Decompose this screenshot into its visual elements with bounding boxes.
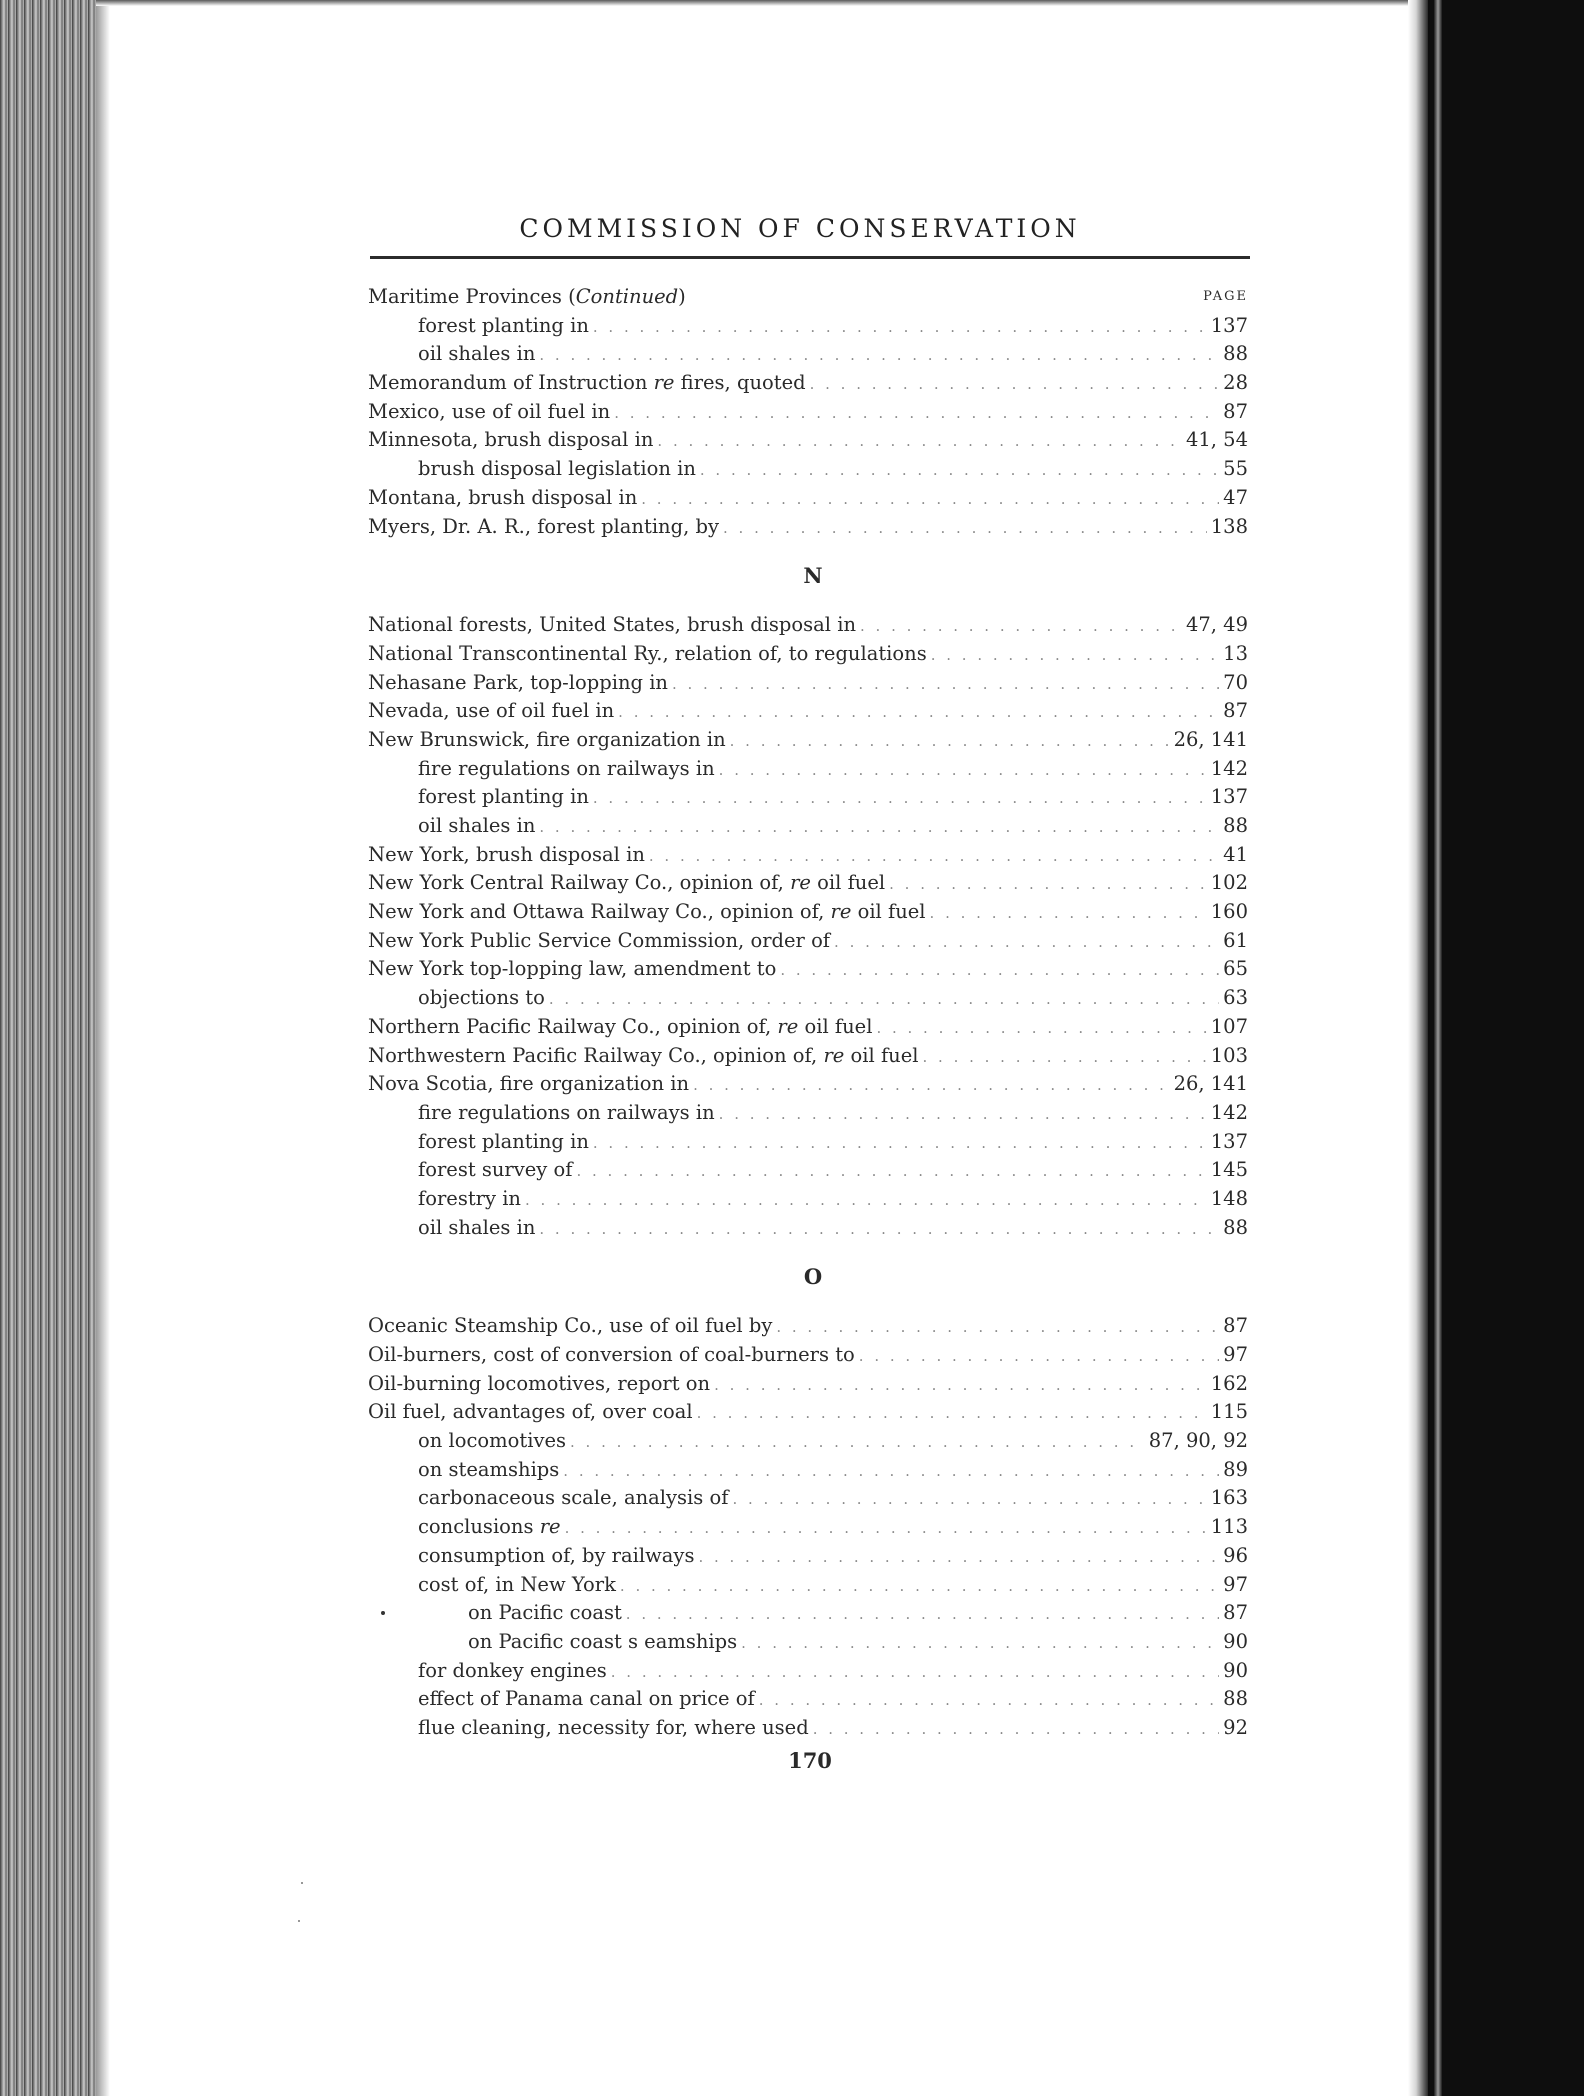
index-entry — [368, 1370, 1248, 1399]
dot-leader — [813, 1715, 1219, 1744]
index-entry-page: 47, 49 — [1185, 613, 1248, 637]
index-column — [368, 283, 1248, 1743]
dot-leader — [741, 1629, 1219, 1658]
continued-heading-label: Maritime Provinces — [368, 285, 562, 308]
index-entry-page: 88 — [1223, 342, 1248, 366]
index-entry — [368, 783, 1248, 812]
dot-leader — [657, 427, 1182, 456]
dot-leader — [730, 727, 1170, 756]
index-entry-text: Nevada, use of oil fuel in — [368, 699, 615, 723]
dot-leader — [876, 1014, 1206, 1043]
print-speck — [298, 1920, 300, 1922]
page-number: 170 — [788, 1748, 832, 1773]
index-entry — [368, 1099, 1248, 1128]
dot-leader — [693, 1071, 1170, 1100]
dot-leader — [593, 313, 1207, 342]
page-gutter-shadow — [96, 0, 110, 2096]
print-speck — [301, 1882, 303, 1884]
index-entry-page: 138 — [1210, 514, 1248, 538]
index-entry — [368, 1070, 1248, 1099]
index-entry-text: Mexico, use of oil fuel in — [368, 399, 611, 423]
print-speck — [381, 1611, 385, 1615]
dot-leader — [593, 784, 1207, 813]
index-entry-text: Minnesota, brush disposal in — [368, 428, 654, 452]
index-entry — [368, 484, 1248, 513]
dot-leader — [525, 1186, 1207, 1215]
index-entry — [368, 955, 1248, 984]
index-entry — [368, 1312, 1248, 1341]
index-entry-text: on locomotives — [418, 1429, 567, 1453]
index-entry-page: 55 — [1223, 457, 1248, 481]
dot-leader — [626, 1600, 1219, 1629]
index-entry-page: 70 — [1223, 670, 1248, 694]
index-entry — [368, 640, 1248, 669]
index-entry-page: 162 — [1210, 1371, 1248, 1395]
dot-leader — [759, 1686, 1219, 1715]
dot-leader — [611, 1658, 1219, 1687]
index-entry-page: 90 — [1223, 1629, 1248, 1653]
index-entry — [368, 611, 1248, 640]
dot-leader — [700, 456, 1219, 485]
index-entry-text: forest survey of — [418, 1158, 573, 1182]
index-entry-page: 47 — [1223, 485, 1248, 509]
index-entry — [368, 1714, 1248, 1743]
index-entry-text: New Brunswick, fire organization in — [368, 727, 726, 751]
index-entry-text: on steamships — [418, 1457, 560, 1481]
index-sections — [368, 547, 1248, 1742]
index-entry-page: 89 — [1223, 1457, 1248, 1481]
index-entry-text: fire regulations on railways in — [418, 756, 715, 780]
index-entry-page: 163 — [1210, 1486, 1248, 1510]
facing-page-dark-region — [1428, 0, 1584, 2096]
index-entry — [368, 1628, 1248, 1657]
index-entry-text: Oil fuel, advantages of, over coal — [368, 1400, 693, 1424]
index-entry — [368, 1571, 1248, 1600]
index-entry — [368, 1657, 1248, 1686]
index-entry-page: 145 — [1210, 1158, 1248, 1182]
index-entry — [368, 669, 1248, 698]
index-entry — [368, 869, 1248, 898]
index-entry — [368, 927, 1248, 956]
index-entry-text: New York top-lopping law, amendment to — [368, 957, 777, 981]
index-entry-page: 97 — [1223, 1343, 1248, 1366]
index-entry — [368, 398, 1248, 427]
index-entry-page: 41 — [1223, 842, 1248, 866]
index-entry-page: 63 — [1223, 986, 1248, 1010]
index-entry-page: 26, 141 — [1173, 727, 1248, 751]
index-entry-text: Myers, Dr. A. R., forest planting, by — [368, 514, 719, 538]
page-column-label: PAGE — [1203, 289, 1248, 304]
index-entry — [368, 426, 1248, 455]
index-entry-page: 88 — [1223, 814, 1248, 837]
index-entry-page: 142 — [1210, 1100, 1248, 1124]
index-entry-text: cost of, in New York — [418, 1572, 616, 1596]
index-entry — [368, 1599, 1248, 1628]
dot-leader — [698, 1543, 1219, 1572]
index-entry — [368, 455, 1248, 484]
index-entry-text: National Transcontinental Ry., relation of, to regulations — [368, 641, 927, 665]
dot-leader — [719, 1100, 1207, 1129]
index-entry-text: New York Public Service Commission, order of — [368, 928, 831, 952]
index-entry-text: consumption of, by railways — [418, 1543, 695, 1567]
index-entry-text: forest planting in — [418, 1129, 589, 1153]
index-entry-text: forestry in — [418, 1186, 521, 1210]
index-entry — [368, 1156, 1248, 1185]
dot-leader — [780, 956, 1219, 985]
dot-leader — [889, 870, 1207, 899]
page-top-shadow — [96, 0, 1416, 6]
dot-leader — [593, 1129, 1207, 1158]
index-entry-text: Oil-burning locomotives, report on — [368, 1371, 711, 1395]
index-entry-page: 87, 90, 92 — [1148, 1429, 1248, 1453]
index-entry-page: 87 — [1223, 699, 1248, 723]
index-entry-text: conclusions re — [418, 1515, 561, 1539]
index-entry-page: 28 — [1223, 371, 1248, 395]
index-entry-page: 102 — [1210, 871, 1248, 895]
index-entry-text: on Pacific coast — [468, 1601, 622, 1625]
index-entry-text: objections to — [418, 986, 545, 1010]
continued-entries — [368, 312, 1248, 542]
index-entry — [368, 898, 1248, 927]
index-entry — [368, 1013, 1248, 1042]
book-page-edges — [0, 0, 96, 2096]
index-entry-text: flue cleaning, necessity for, where used — [418, 1715, 809, 1739]
index-entry-page: 65 — [1223, 957, 1248, 981]
index-entry — [368, 513, 1248, 542]
index-entry-text: for donkey engines — [418, 1658, 607, 1682]
index-entry — [368, 1484, 1248, 1513]
index-entry — [368, 726, 1248, 755]
index-entry — [368, 841, 1248, 870]
dot-leader — [719, 756, 1207, 785]
index-entry-text: Montana, brush disposal in — [368, 485, 638, 509]
index-entry-text: fire regulations on railways in — [418, 1100, 715, 1124]
dot-leader — [614, 399, 1219, 428]
index-entry — [368, 984, 1248, 1013]
dot-leader — [649, 842, 1219, 871]
dot-leader — [714, 1371, 1207, 1400]
index-entry-text: Nova Scotia, fire organization in — [368, 1072, 690, 1096]
index-entry-text: New York, brush disposal in — [368, 842, 645, 866]
dot-leader — [539, 1215, 1219, 1244]
index-entry — [368, 1341, 1248, 1370]
index-entry-text: Northwestern Pacific Railway Co., opinion of, re oil fuel — [368, 1043, 919, 1067]
index-entry-page: 160 — [1210, 900, 1248, 924]
index-entry-text: Memorandum of Instruction re fires, quoted — [368, 371, 806, 395]
index-entry-text: Oil-burners, cost of conversion of coal-burners to — [368, 1343, 855, 1366]
index-entry-page: 87 — [1223, 1601, 1248, 1625]
index-entry-page: 113 — [1210, 1515, 1248, 1539]
index-entry-page: 97 — [1223, 1572, 1248, 1596]
dot-leader — [549, 985, 1219, 1014]
index-entry-page: 87 — [1223, 1314, 1248, 1338]
dot-leader — [641, 485, 1219, 514]
index-entry-text: National forests, United States, brush disposal in — [368, 613, 857, 637]
dot-leader — [776, 1313, 1219, 1342]
index-entry-text: oil shales in — [418, 1215, 536, 1239]
index-entry-text: oil shales in — [418, 814, 536, 837]
index-entry-text: forest planting in — [418, 785, 589, 809]
dot-leader — [732, 1485, 1206, 1514]
index-entry-text: on Pacific coast s eamships — [468, 1629, 738, 1653]
running-head: COMMISSION OF CONSERVATION — [519, 214, 1081, 243]
dot-leader — [565, 1514, 1207, 1543]
dot-leader — [697, 1399, 1207, 1428]
index-entry-page: 103 — [1210, 1043, 1248, 1067]
section-letter: O — [803, 1264, 823, 1290]
dot-leader — [539, 813, 1219, 842]
index-entry — [368, 812, 1248, 841]
dot-leader — [672, 670, 1219, 699]
index-entry-page: 41, 54 — [1185, 428, 1248, 452]
index-entry-page: 87 — [1223, 399, 1248, 423]
right-page-shadow — [1408, 0, 1428, 2096]
index-entry-page: 137 — [1210, 785, 1248, 809]
index-entry-page: 115 — [1210, 1400, 1248, 1424]
index-entry-page: 142 — [1210, 756, 1248, 780]
index-entry-text: forest planting in — [418, 313, 589, 337]
index-entry-page: 137 — [1210, 313, 1248, 337]
dot-leader — [834, 928, 1219, 957]
continued-heading-text: Maritime Provinces (Continued) — [368, 285, 686, 308]
index-entry — [368, 1398, 1248, 1427]
dot-leader — [860, 612, 1182, 641]
index-entry-text: Oceanic Steamship Co., use of oil fuel by — [368, 1314, 773, 1338]
dot-leader — [859, 1342, 1219, 1371]
index-entry-page: 61 — [1223, 928, 1248, 952]
index-entry-page: 90 — [1223, 1658, 1248, 1682]
index-entry-page: 88 — [1223, 1215, 1248, 1239]
index-entry — [368, 1427, 1248, 1456]
index-entry-text: New York Central Railway Co., opinion of, re oil fuel — [368, 871, 886, 895]
continued-note: Continued — [575, 285, 679, 308]
index-entry-page: 88 — [1223, 1687, 1248, 1711]
dot-leader — [539, 341, 1219, 370]
index-entry-page: 13 — [1223, 641, 1248, 665]
index-entry — [368, 1456, 1248, 1485]
index-entry-page: 148 — [1210, 1186, 1248, 1210]
index-entry-text: effect of Panama canal on price of — [418, 1687, 755, 1711]
index-entry — [368, 1513, 1248, 1542]
index-entry — [368, 755, 1248, 784]
dot-leader — [618, 698, 1219, 727]
dot-leader — [563, 1457, 1219, 1486]
index-entry — [368, 697, 1248, 726]
index-entry — [368, 369, 1248, 398]
dot-leader — [931, 641, 1219, 670]
index-entry-page: 137 — [1210, 1129, 1248, 1153]
facing-page-edge — [1434, 0, 1442, 2096]
index-entry-text: carbonaceous scale, analysis of — [418, 1486, 729, 1510]
index-entry-text: Northern Pacific Railway Co., opinion of, re oil fuel — [368, 1014, 873, 1038]
index-entry — [368, 1542, 1248, 1571]
index-entry-text: Nehasane Park, top-lopping in — [368, 670, 668, 694]
index-entry-text: oil shales in — [418, 342, 536, 366]
index-entry — [368, 1185, 1248, 1214]
index-continued-heading — [368, 283, 1248, 312]
index-entry-text: brush disposal legislation in — [418, 457, 696, 481]
index-entry-page: 26, 141 — [1173, 1072, 1248, 1096]
dot-leader — [620, 1572, 1219, 1601]
index-entry-page: 96 — [1223, 1543, 1248, 1567]
header-rule — [370, 256, 1250, 259]
dot-leader — [576, 1157, 1206, 1186]
index-entry-page: 92 — [1223, 1715, 1248, 1739]
index-entry-page: 107 — [1210, 1014, 1248, 1038]
index-entry — [368, 312, 1248, 341]
index-entry — [368, 340, 1248, 369]
dot-leader — [923, 1043, 1207, 1072]
dot-leader — [723, 514, 1207, 543]
index-entry — [368, 1214, 1248, 1243]
dot-leader — [570, 1428, 1145, 1457]
dot-leader — [810, 370, 1220, 399]
index-entry — [368, 1042, 1248, 1071]
index-entry-text: New York and Ottawa Railway Co., opinion of, re oil fuel — [368, 900, 926, 924]
dot-leader — [930, 899, 1207, 928]
index-entry — [368, 1128, 1248, 1157]
index-entry — [368, 1685, 1248, 1714]
section-letter: N — [803, 563, 823, 589]
